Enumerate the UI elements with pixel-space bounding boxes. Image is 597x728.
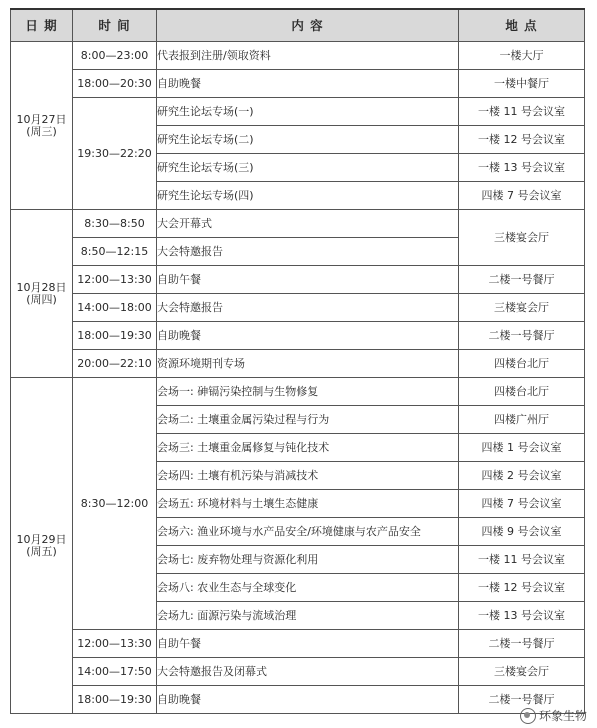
date-cell	[11, 378, 73, 714]
content-cell: 研究生论坛专场(四)	[157, 182, 459, 210]
place-cell: 一楼 13 号会议室	[459, 154, 585, 182]
place-cell: 二楼一号餐厅	[459, 630, 585, 658]
place-cell: 三楼宴会厅	[459, 294, 585, 322]
place-cell: 一楼 12 号会议室	[459, 574, 585, 602]
place-cell: 一楼 11 号会议室	[459, 98, 585, 126]
time-cell: 14:00—17:50	[73, 658, 157, 686]
time-cell: 18:00—19:30	[73, 322, 157, 350]
weekday-text: (周五)	[26, 544, 57, 558]
table-row	[11, 210, 585, 238]
date-cell	[11, 42, 73, 210]
table-row	[11, 686, 585, 714]
content-cell: 大会开幕式	[157, 210, 459, 238]
content-cell: 大会特邀报告及闭幕式	[157, 658, 459, 686]
content-cell: 自助午餐	[157, 266, 459, 294]
header-date: 日 期	[11, 9, 73, 42]
content-cell: 会场六: 渔业环境与水产品安全/环境健康与农产品安全	[157, 518, 459, 546]
table-row	[11, 42, 585, 70]
time-cell: 18:00—19:30	[73, 686, 157, 714]
place-cell: 四楼台北厅	[459, 350, 585, 378]
content-cell: 自助晚餐	[157, 686, 459, 714]
content-cell: 研究生论坛专场(一)	[157, 98, 459, 126]
table-row	[11, 322, 585, 350]
content-cell: 资源环境期刊专场	[157, 350, 459, 378]
place-cell: 一楼大厅	[459, 42, 585, 70]
content-cell: 会场九: 面源污染与流域治理	[157, 602, 459, 630]
time-cell: 8:30—12:00	[73, 378, 157, 630]
place-cell: 三楼宴会厅	[459, 210, 585, 266]
table-row	[11, 378, 585, 406]
content-cell: 研究生论坛专场(三)	[157, 154, 459, 182]
header-row	[11, 9, 585, 42]
content-cell: 自助午餐	[157, 630, 459, 658]
place-cell: 一楼中餐厅	[459, 70, 585, 98]
content-cell: 大会特邀报告	[157, 294, 459, 322]
place-cell: 一楼 13 号会议室	[459, 602, 585, 630]
time-cell: 12:00—13:30	[73, 266, 157, 294]
content-cell: 自助晚餐	[157, 322, 459, 350]
header-content: 内 容	[157, 9, 459, 42]
time-cell: 20:00—22:10	[73, 350, 157, 378]
time-cell: 8:50—12:15	[73, 238, 157, 266]
table-row	[11, 266, 585, 294]
watermark-text: 环象生物	[538, 709, 587, 723]
time-cell: 19:30—22:20	[73, 98, 157, 210]
place-cell: 一楼 11 号会议室	[459, 546, 585, 574]
time-cell: 12:00—13:30	[73, 630, 157, 658]
watermark	[520, 707, 587, 724]
schedule-table	[10, 8, 585, 714]
place-cell: 二楼一号餐厅	[459, 322, 585, 350]
table-row	[11, 630, 585, 658]
place-cell: 一楼 12 号会议室	[459, 126, 585, 154]
place-cell: 三楼宴会厅	[459, 658, 585, 686]
place-cell: 四楼 7 号会议室	[459, 182, 585, 210]
place-cell: 四楼 1 号会议室	[459, 434, 585, 462]
content-cell: 会场八: 农业生态与全球变化	[157, 574, 459, 602]
content-cell: 会场五: 环境材料与土壤生态健康	[157, 490, 459, 518]
time-cell: 14:00—18:00	[73, 294, 157, 322]
content-cell: 会场四: 土壤有机污染与消减技术	[157, 462, 459, 490]
place-cell: 四楼广州厅	[459, 406, 585, 434]
table-row	[11, 70, 585, 98]
content-cell: 大会特邀报告	[157, 238, 459, 266]
date-text: 10月29日	[16, 532, 67, 546]
date-text: 10月27日	[16, 112, 67, 126]
content-cell: 会场一: 砷镉污染控制与生物修复	[157, 378, 459, 406]
place-cell: 二楼一号餐厅	[459, 266, 585, 294]
content-cell: 自助晚餐	[157, 70, 459, 98]
place-cell: 四楼 7 号会议室	[459, 490, 585, 518]
table-row	[11, 350, 585, 378]
place-cell: 二楼一号餐厅	[459, 686, 585, 714]
content-cell: 代表报到注册/领取资料	[157, 42, 459, 70]
content-cell: 会场三: 土壤重金属修复与钝化技术	[157, 434, 459, 462]
place-cell: 四楼 9 号会议室	[459, 518, 585, 546]
header-place: 地 点	[459, 9, 585, 42]
wechat-logo-icon	[520, 708, 536, 724]
content-cell: 会场二: 土壤重金属污染过程与行为	[157, 406, 459, 434]
time-cell: 18:00—20:30	[73, 70, 157, 98]
time-cell: 8:30—8:50	[73, 210, 157, 238]
place-cell: 四楼 2 号会议室	[459, 462, 585, 490]
header-time: 时 间	[73, 9, 157, 42]
content-cell: 研究生论坛专场(二)	[157, 126, 459, 154]
table-row	[11, 294, 585, 322]
date-text: 10月28日	[16, 280, 67, 294]
content-cell: 会场七: 废弃物处理与资源化利用	[157, 546, 459, 574]
time-cell: 8:00—23:00	[73, 42, 157, 70]
place-cell: 四楼台北厅	[459, 378, 585, 406]
table-row	[11, 658, 585, 686]
weekday-text: (周三)	[26, 124, 57, 138]
table-row	[11, 98, 585, 126]
date-cell	[11, 210, 73, 378]
weekday-text: (周四)	[26, 292, 57, 306]
